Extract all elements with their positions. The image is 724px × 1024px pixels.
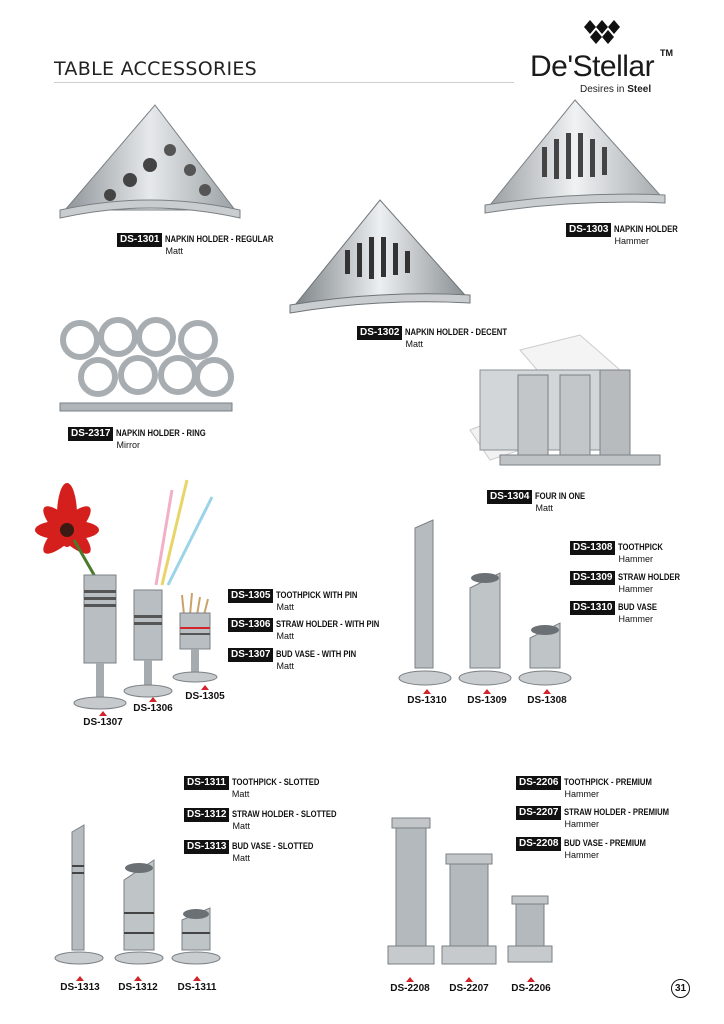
caption-ds-2207: DS-2207 [444,977,494,994]
product-label-ds-1313 [184,840,328,864]
product-name: BUD VASE - WITH PIN [276,649,357,659]
marker-icon [134,976,142,981]
product-finish: Matt [276,631,294,641]
product-code: DS-1308 [570,541,615,555]
product-name: STRAW HOLDER - WITH PIN [276,619,380,629]
caption-ds-1308: DS-1308 [522,689,572,706]
product-code: DS-1310 [570,601,615,615]
product-name: STRAW HOLDER [618,572,681,582]
product-finish: Matt [165,246,183,256]
page-number: 31 [671,979,690,998]
product-code: DS-1311 [184,776,229,790]
caption-ds-1312: DS-1312 [113,976,163,993]
marker-icon [465,977,473,982]
product-finish: Matt [535,503,553,513]
page-title: TABLE ACCESSORIES [54,58,258,80]
marker-icon [193,976,201,981]
product-code: DS-1301 [117,233,162,247]
product-code: DS-1312 [184,808,229,822]
product-code: DS-1303 [566,223,611,237]
product-label-ds-1302 [357,326,525,350]
product-finish: Matt [231,789,250,799]
product-label-ds-2208 [516,837,661,861]
product-label-ds-2207 [516,806,688,830]
product-name: STRAW HOLDER - SLOTTED [232,809,338,819]
product-label-ds-1312 [184,808,355,832]
brand-name: De'Stellar [530,50,655,83]
product-code: DS-2206 [516,776,561,790]
product-finish: Mirror [116,440,140,450]
caption-ds-2206: DS-2206 [506,977,556,994]
product-label-ds-1306 [228,618,398,642]
product-finish: Matt [405,339,423,349]
caption-ds-1313: DS-1313 [55,976,105,993]
product-code: DS-1304 [487,490,532,504]
product-label-ds-1309 [570,571,691,595]
product-label-ds-1303 [566,223,689,247]
product-code: DS-1313 [184,840,229,854]
product-finish: Hammer [564,789,599,799]
brand-tagline: Desires in Steel [580,84,652,95]
product-name: NAPKIN HOLDER - DECENT [405,327,508,337]
marker-icon [99,711,107,716]
caption-ds-1307: DS-1307 [78,711,128,728]
product-name: BUD VASE - SLOTTED [232,841,314,851]
product-label-ds-2206 [516,776,668,800]
marker-icon [483,689,491,694]
product-finish: Matt [276,661,294,671]
product-name: BUD VASE [618,602,658,612]
product-name: STRAW HOLDER - PREMIUM [564,807,670,817]
product-name: BUD VASE - PREMIUM [564,838,647,848]
product-name: FOUR IN ONE [535,491,586,501]
flower-icon [35,483,99,560]
napkin-holder-ring-image [58,315,238,420]
product-label-ds-1308 [570,541,671,565]
product-name: NAPKIN HOLDER [614,224,679,234]
marker-icon [76,976,84,981]
napkin-holder-decent-image [285,195,475,330]
product-finish: Hammer [614,236,649,246]
product-label-ds-1307 [228,648,371,672]
caption-ds-1305: DS-1305 [180,685,230,702]
product-finish: Hammer [618,614,653,624]
marker-icon [527,977,535,982]
product-finish: Hammer [618,554,653,564]
product-name: TOOTHPICK [618,542,664,552]
caption-ds-1310: DS-1310 [402,689,452,706]
product-code: DS-2208 [516,837,561,851]
napkin-holder-hammer-image [480,95,670,225]
marker-icon [423,689,431,694]
caption-ds-1311: DS-1311 [172,976,222,993]
brand-trademark: TM [660,48,673,58]
product-name: NAPKIN HOLDER - REGULAR [165,234,274,244]
product-code: DS-2317 [68,427,113,441]
product-finish: Hammer [564,850,599,860]
product-label-ds-1310 [570,601,664,625]
product-name: TOOTHPICK WITH PIN [276,590,358,600]
product-code: DS-2207 [516,806,561,820]
title-divider [54,82,514,83]
product-code: DS-1306 [228,618,273,632]
product-code: DS-1307 [228,648,273,662]
four-in-one-image [460,330,665,480]
hammer-set-image [395,518,580,693]
product-code: DS-1302 [357,326,402,340]
caption-ds-1309: DS-1309 [462,689,512,706]
product-name: TOOTHPICK - PREMIUM [564,777,653,787]
product-code: DS-1309 [570,571,615,585]
marker-icon [201,685,209,690]
pin-set-image [22,475,232,715]
caption-ds-1306: DS-1306 [128,697,178,714]
caption-ds-2208: DS-2208 [385,977,435,994]
product-label-ds-2317 [68,427,222,451]
brand-logo-icon [584,20,620,46]
product-finish: Matt [232,853,250,863]
marker-icon [406,977,414,982]
product-label-ds-1304 [487,490,594,514]
product-code: DS-1305 [228,589,273,603]
product-name: NAPKIN HOLDER - RING [116,428,207,438]
product-label-ds-1305 [228,589,372,613]
product-finish: Hammer [618,584,653,594]
product-finish: Matt [276,602,294,612]
marker-icon [543,689,551,694]
product-label-ds-1311 [184,776,335,800]
product-label-ds-1301 [117,233,293,257]
napkin-holder-regular-image [55,100,245,240]
marker-icon [149,697,157,702]
product-finish: Hammer [564,819,599,829]
product-finish: Matt [232,821,250,831]
product-name: TOOTHPICK - SLOTTED [231,777,320,787]
